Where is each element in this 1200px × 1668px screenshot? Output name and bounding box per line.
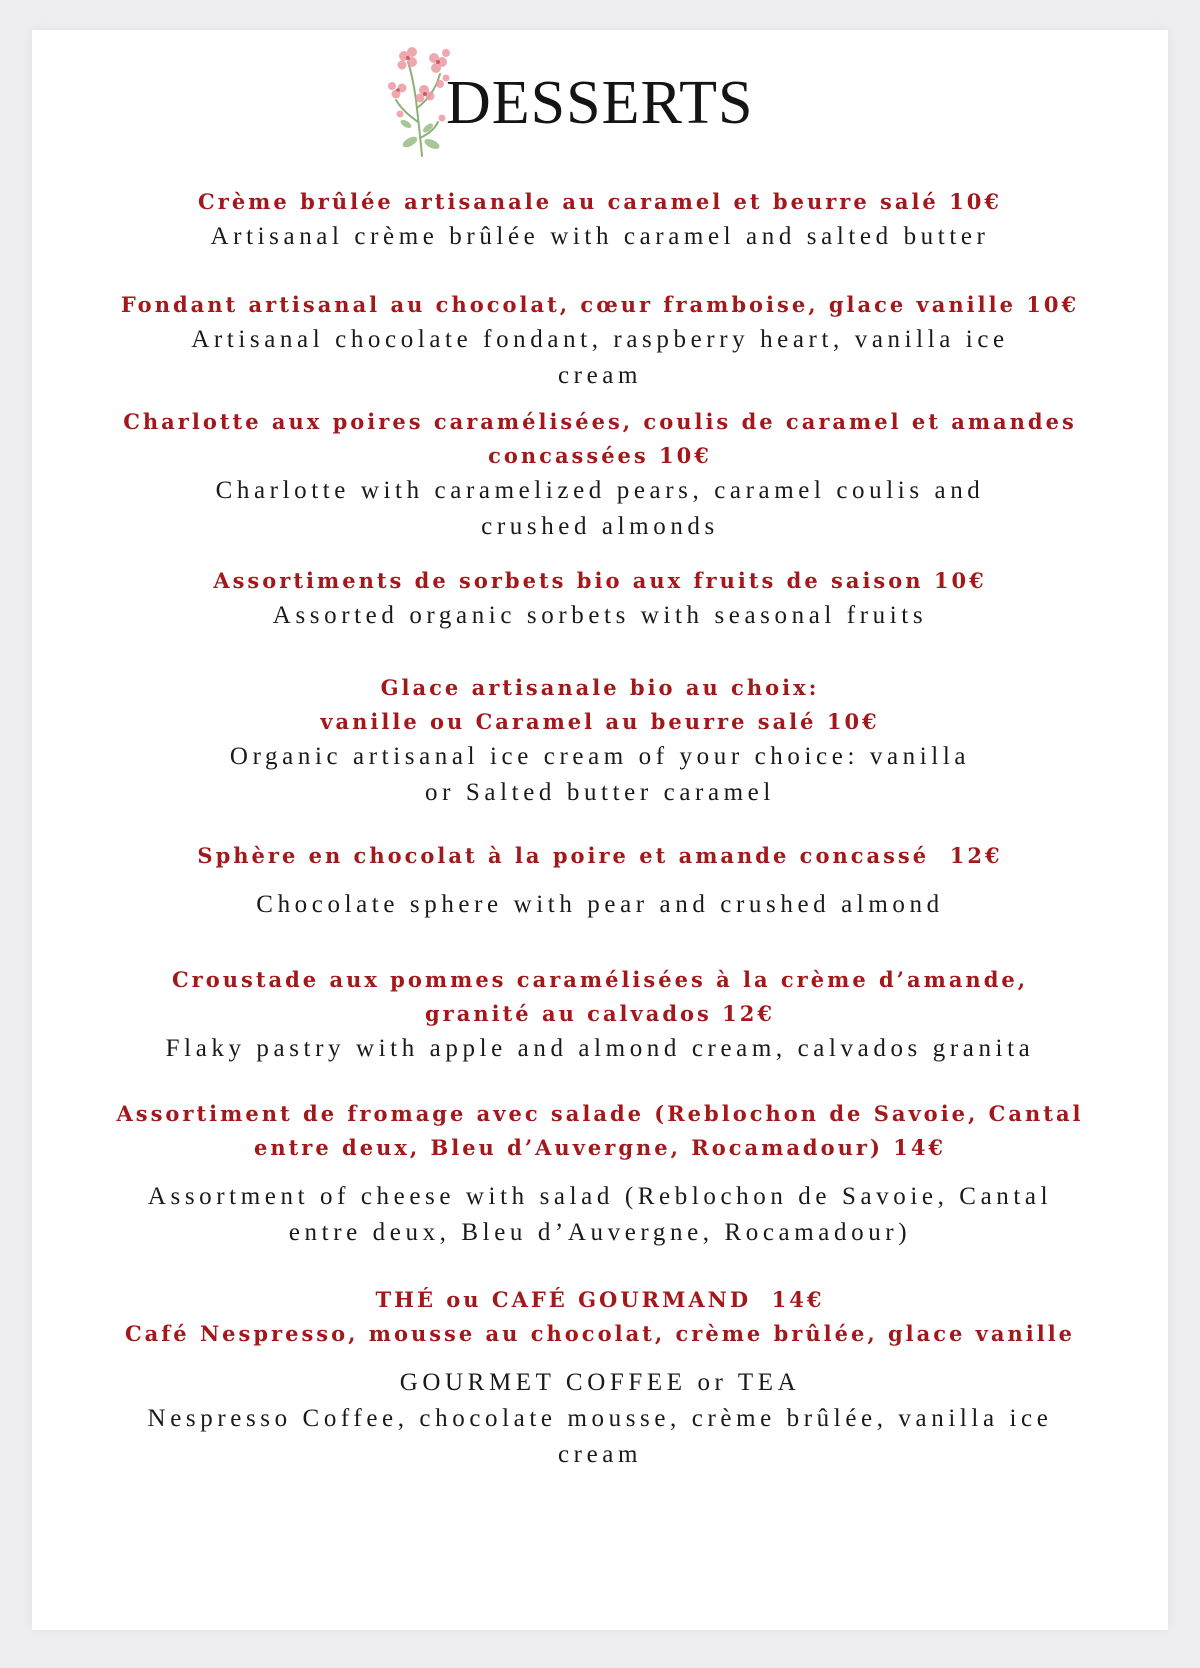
- item-french-name: Glace artisanale bio au choix:: [380, 675, 820, 700]
- menu-item-charlotte-poires: [32, 405, 1168, 545]
- item-french-name: Café Nespresso, mousse au chocolat, crème brûlée, glace vanille: [124, 1321, 1076, 1346]
- menu-header: [32, 30, 1168, 180]
- menu-item-creme-brulee: [32, 185, 1168, 255]
- menu-item-glace-artisanale: [32, 671, 1168, 811]
- item-english-description: Assortment of cheese with salad (Reblochon de Savoie, Cantal: [147, 1183, 1053, 1210]
- item-french-name: Crème brûlée artisanale au caramel et beurre salé 10€: [198, 189, 1002, 214]
- item-english-description: or Salted butter caramel: [425, 779, 775, 806]
- item-french-name: Assortiment de fromage avec salade (Reblochon de Savoie, Cantal: [116, 1101, 1084, 1126]
- item-english-description: Nespresso Coffee, chocolate mousse, crème brûlée, vanilla ice: [147, 1405, 1053, 1432]
- item-english-description: Artisanal crème brûlée with caramel and salted butter: [210, 223, 990, 250]
- item-english-description: Assorted organic sorbets with seasonal fruits: [272, 602, 928, 629]
- item-english-description: Organic artisanal ice cream of your choice: vanilla: [229, 743, 971, 770]
- item-french-name: concassées 10€: [488, 443, 712, 468]
- menu-sheet: [32, 30, 1168, 1630]
- menu-item-sorbets: [32, 564, 1168, 634]
- item-english-description: cream: [557, 1441, 643, 1468]
- menu-item-sphere-chocolat: [32, 839, 1168, 923]
- menu-item-cafe-gourmand: [32, 1283, 1168, 1473]
- item-french-name: THÉ ou CAFÉ GOURMAND 14€: [375, 1287, 825, 1312]
- item-english-description: Chocolate sphere with pear and crushed almond: [256, 891, 944, 918]
- menu-item-fromages: [32, 1097, 1168, 1251]
- menu-item-croustade: [32, 963, 1168, 1067]
- item-french-name: Fondant artisanal au chocolat, cœur framboise, glace vanille 10€: [120, 292, 1080, 317]
- item-english-description: GOURMET COFFEE or TEA: [399, 1369, 801, 1396]
- item-english-description: crushed almonds: [481, 513, 719, 540]
- item-french-name: Croustade aux pommes caramélisées à la crème d’amande,: [171, 967, 1029, 992]
- item-english-description: Flaky pastry with apple and almond cream, calvados granita: [165, 1035, 1035, 1062]
- item-french-name: vanille ou Caramel au beurre salé 10€: [320, 709, 880, 734]
- item-french-name: entre deux, Bleu d’Auvergne, Rocamadour) 14€: [253, 1135, 947, 1160]
- page-title: DESSERTS: [446, 69, 754, 137]
- item-french-name: Assortiments de sorbets bio aux fruits de saison 10€: [213, 568, 987, 593]
- item-english-description: Artisanal chocolate fondant, raspberry heart, vanilla ice: [191, 326, 1009, 353]
- item-french-name: granité au calvados 12€: [425, 1001, 775, 1026]
- menu-item-fondant-chocolat: [32, 288, 1168, 394]
- item-french-name: Charlotte aux poires caramélisées, coulis de caramel et amandes: [123, 409, 1077, 434]
- item-english-description: Charlotte with caramelized pears, caramel coulis and: [215, 477, 985, 504]
- item-french-name: Sphère en chocolat à la poire et amande concassé 12€: [197, 843, 1003, 868]
- item-english-description: entre deux, Bleu d’Auvergne, Rocamadour): [288, 1219, 912, 1246]
- item-english-description: cream: [557, 362, 643, 389]
